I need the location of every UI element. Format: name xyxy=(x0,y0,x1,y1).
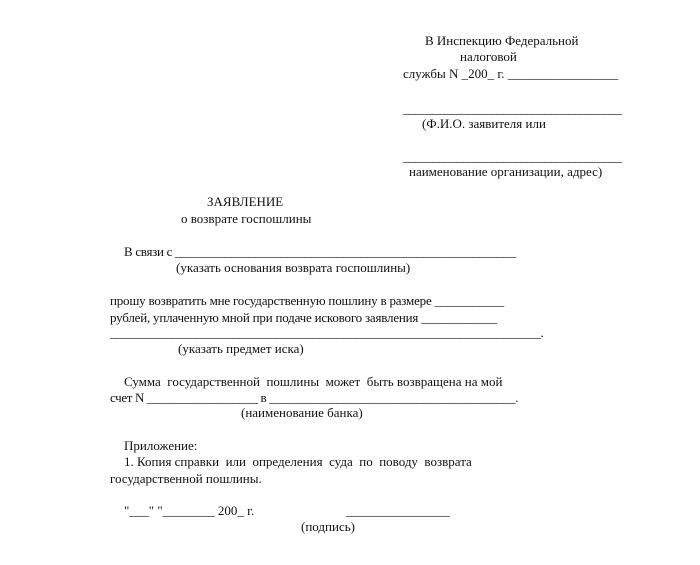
attachment-item-1-line-2: государственной пошлины. xyxy=(110,471,262,486)
document-subtitle: о возврате госпошлины xyxy=(181,211,312,226)
signature-hint: (подпись) xyxy=(301,519,355,534)
claim-subject-hint: (указать предмет иска) xyxy=(178,341,304,356)
addressee-line-3: службы N _200_ г. _________________ xyxy=(403,66,619,81)
addressee-line-2: налоговой xyxy=(460,49,517,64)
document-title: ЗАЯВЛЕНИЕ xyxy=(207,194,284,209)
date-field: "___" "________ 200_ г. xyxy=(124,503,255,518)
refund-line-1: Сумма государственной пошлины может быть возвращена на мой xyxy=(124,374,503,389)
refund-account-line: счет N __________________ в ________________________________________. xyxy=(110,390,519,405)
reason-line: В связи с _______________________________________________________ xyxy=(124,244,517,259)
attachment-item-1-line-1: 1. Копия справки или определения суда по поводу возврата xyxy=(124,454,472,469)
attachments-title: Приложение: xyxy=(124,438,198,453)
bank-name-hint: (наименование банка) xyxy=(241,405,363,420)
organization-hint: наименование организации, адрес) xyxy=(409,164,603,179)
signature-line: ________________ xyxy=(346,503,450,518)
applicant-name-hint: (Ф.И.О. заявителя или xyxy=(422,116,546,131)
claim-subject-line: ______________________________________________________________________. xyxy=(110,325,544,340)
request-line-2: рублей, уплаченную мной при подаче искового заявления ____________ xyxy=(110,310,497,325)
reason-hint: (указать основания возврата госпошлины) xyxy=(176,260,411,275)
applicant-name-line: _____________________________________ xyxy=(403,101,622,116)
organization-line: _____________________________________ xyxy=(403,149,622,164)
addressee-line-1: В Инспекцию Федеральной xyxy=(425,33,579,48)
request-line-1: прошу возвратить мне государственную пошлину в размере ___________ xyxy=(110,293,504,308)
